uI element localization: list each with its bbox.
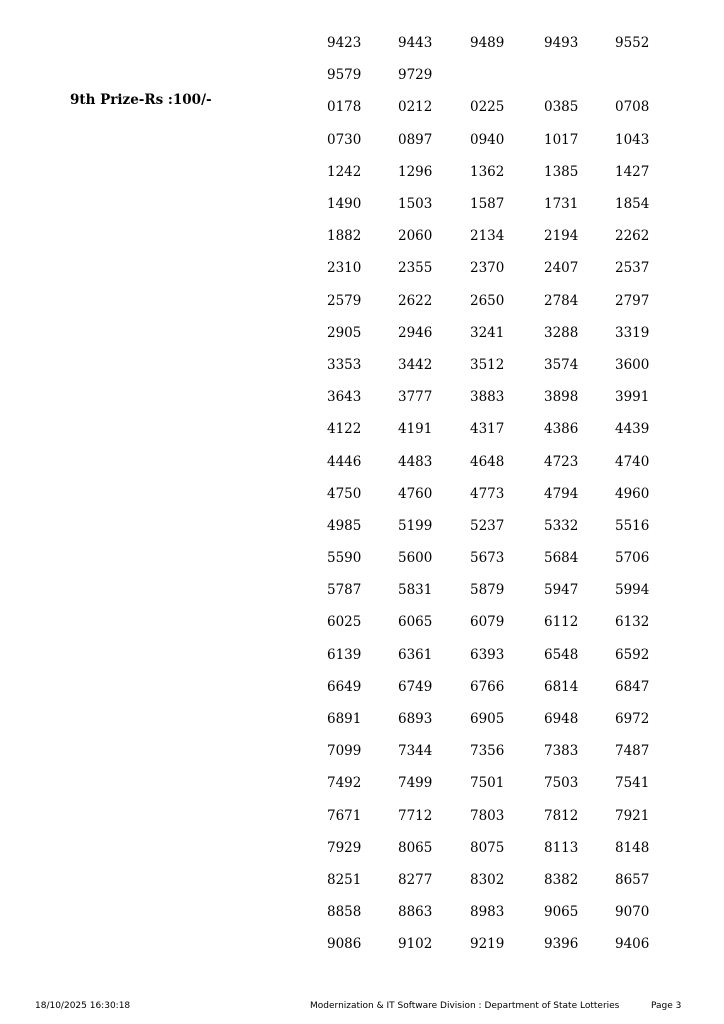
winning-number: 1296	[398, 163, 433, 180]
winning-number: 9065	[544, 904, 579, 921]
number-row	[327, 800, 687, 832]
footer-page-number: Page 3	[651, 1001, 682, 1011]
winning-number: 2194	[544, 228, 579, 245]
winning-number: 6814	[544, 678, 579, 695]
winning-number: 7921	[615, 807, 650, 824]
winning-number: 3600	[615, 356, 650, 373]
winning-number: 9406	[615, 936, 650, 953]
winning-number: 0178	[327, 99, 362, 116]
winning-number: 5516	[615, 517, 650, 534]
winning-number: 2579	[327, 292, 362, 309]
winning-number: 3512	[470, 356, 505, 373]
number-row	[327, 156, 687, 188]
winning-number: 7099	[327, 743, 362, 760]
winning-number: 7541	[615, 775, 650, 792]
number-row	[327, 671, 687, 703]
winning-number: 6972	[615, 711, 650, 728]
winning-number: 4386	[544, 421, 579, 438]
winning-number: 2134	[470, 228, 505, 245]
winning-number: 4191	[398, 421, 433, 438]
winning-number: 5831	[398, 582, 433, 599]
winning-number: 2370	[470, 260, 505, 277]
number-row	[327, 445, 687, 477]
winning-number: 2650	[470, 292, 505, 309]
winning-number: 2355	[398, 260, 433, 277]
winning-number: 8983	[470, 904, 505, 921]
winning-number: 0897	[398, 131, 433, 148]
winning-number: 4985	[327, 517, 362, 534]
winning-number: 9489	[470, 35, 505, 52]
winning-number: 4773	[470, 485, 505, 502]
winning-number: 3898	[544, 389, 579, 406]
winning-number: 5994	[615, 582, 650, 599]
number-row	[327, 832, 687, 864]
winning-number: 1503	[398, 196, 433, 213]
winning-number: 1385	[544, 163, 579, 180]
winning-number: 5600	[398, 550, 433, 567]
winning-number: 6766	[470, 678, 505, 695]
winning-number: 6079	[470, 614, 505, 631]
winning-number: 1362	[470, 163, 505, 180]
winning-number: 8863	[398, 904, 433, 921]
winning-number: 5237	[470, 517, 505, 534]
winning-number: 1490	[327, 196, 362, 213]
winning-number: 0225	[470, 99, 505, 116]
winning-number: 0385	[544, 99, 579, 116]
winning-number: 3353	[327, 356, 362, 373]
winning-number: 1017	[544, 131, 579, 148]
winning-number: 0940	[470, 131, 505, 148]
winning-number: 9219	[470, 936, 505, 953]
number-row	[327, 188, 687, 220]
winning-number: 5332	[544, 517, 579, 534]
winning-number: 9070	[615, 904, 650, 921]
number-row	[327, 703, 687, 735]
winning-number: 4122	[327, 421, 362, 438]
winning-number: 7492	[327, 775, 362, 792]
number-row	[327, 91, 687, 123]
winning-number: 8065	[398, 839, 433, 856]
winning-number: 9423	[327, 35, 362, 52]
winning-number: 6592	[615, 646, 650, 663]
winning-number: 7501	[470, 775, 505, 792]
winning-number: 1854	[615, 196, 650, 213]
footer-timestamp: 18/10/2025 16:30:18	[35, 1001, 131, 1011]
winning-number: 0708	[615, 99, 650, 116]
winning-number: 3883	[470, 389, 505, 406]
winning-number: 4750	[327, 485, 362, 502]
winning-number: 5787	[327, 582, 362, 599]
winning-number: 9086	[327, 936, 362, 953]
winning-number: 8657	[615, 871, 650, 888]
winning-number: 6139	[327, 646, 362, 663]
winning-number: 5590	[327, 550, 362, 567]
winning-number: 2784	[544, 292, 579, 309]
winning-number: 9552	[615, 35, 650, 52]
number-row	[327, 864, 687, 896]
winning-number: 8382	[544, 871, 579, 888]
number-row	[327, 27, 687, 59]
winning-number: 5673	[470, 550, 505, 567]
winning-number: 3574	[544, 356, 579, 373]
winning-number: 6893	[398, 711, 433, 728]
number-row	[327, 220, 687, 252]
winning-number: 4723	[544, 453, 579, 470]
winning-number: 6905	[470, 711, 505, 728]
number-row	[327, 928, 687, 960]
number-row	[327, 381, 687, 413]
number-row	[327, 767, 687, 799]
winning-number: 2905	[327, 324, 362, 341]
winning-number: 4794	[544, 485, 579, 502]
winning-number: 3991	[615, 389, 650, 406]
winning-number: 6112	[544, 614, 579, 631]
winning-number: 6025	[327, 614, 362, 631]
winning-number: 2060	[398, 228, 433, 245]
winning-number: 3442	[398, 356, 433, 373]
winning-number: 3643	[327, 389, 362, 406]
number-row	[327, 896, 687, 928]
number-row	[327, 510, 687, 542]
winning-number: 5879	[470, 582, 505, 599]
winning-number: 7671	[327, 807, 362, 824]
prize-label: 9th Prize-Rs :100/-	[70, 92, 212, 108]
number-row	[327, 124, 687, 156]
winning-number: 8113	[544, 839, 579, 856]
winning-number: 5706	[615, 550, 650, 567]
winning-number: 3241	[470, 324, 505, 341]
winning-number: 1043	[615, 131, 650, 148]
winning-number: 6948	[544, 711, 579, 728]
winning-number: 9729	[398, 67, 433, 84]
winning-number: 8251	[327, 871, 362, 888]
winning-number: 8858	[327, 904, 362, 921]
number-row	[327, 413, 687, 445]
winning-number: 4740	[615, 453, 650, 470]
winning-number: 7344	[398, 743, 433, 760]
number-row	[327, 606, 687, 638]
winning-number: 7487	[615, 743, 650, 760]
winning-number: 1427	[615, 163, 650, 180]
winning-number: 3777	[398, 389, 433, 406]
winning-number: 6132	[615, 614, 650, 631]
winning-number: 9396	[544, 936, 579, 953]
winning-number: 3288	[544, 324, 579, 341]
winning-number: 2797	[615, 292, 650, 309]
winning-number: 6891	[327, 711, 362, 728]
number-row	[327, 574, 687, 606]
number-row	[327, 317, 687, 349]
winning-number: 9443	[398, 35, 433, 52]
winning-number: 6065	[398, 614, 433, 631]
number-row	[327, 285, 687, 317]
number-row	[327, 639, 687, 671]
winning-number: 6548	[544, 646, 579, 663]
winning-number: 6847	[615, 678, 650, 695]
winning-number: 3319	[615, 324, 650, 341]
winning-number: 9579	[327, 67, 362, 84]
winning-number: 5684	[544, 550, 579, 567]
winning-number: 4960	[615, 485, 650, 502]
winning-number: 8277	[398, 871, 433, 888]
winning-number: 7503	[544, 775, 579, 792]
winning-number: 7803	[470, 807, 505, 824]
number-row	[327, 542, 687, 574]
winning-number: 1731	[544, 196, 579, 213]
page-footer	[0, 999, 724, 1013]
winning-number: 2310	[327, 260, 362, 277]
winning-number: 0212	[398, 99, 433, 116]
winning-number: 9493	[544, 35, 579, 52]
winning-number: 7929	[327, 839, 362, 856]
number-row	[327, 478, 687, 510]
number-row	[327, 349, 687, 381]
winning-number: 1587	[470, 196, 505, 213]
winning-numbers-grid	[327, 27, 687, 960]
number-row	[327, 252, 687, 284]
winning-number: 4648	[470, 453, 505, 470]
winning-number: 6649	[327, 678, 362, 695]
winning-number: 4483	[398, 453, 433, 470]
winning-number: 8075	[470, 839, 505, 856]
winning-number: 7812	[544, 807, 579, 824]
winning-number: 4760	[398, 485, 433, 502]
winning-number: 1882	[327, 228, 362, 245]
number-row	[327, 59, 687, 91]
winning-number: 1242	[327, 163, 362, 180]
winning-number: 2537	[615, 260, 650, 277]
winning-number: 7383	[544, 743, 579, 760]
winning-number: 9102	[398, 936, 433, 953]
winning-number: 7712	[398, 807, 433, 824]
winning-number: 7356	[470, 743, 505, 760]
footer-division: Modernization & IT Software Division : Department of State Lotteries	[310, 1001, 620, 1011]
winning-number: 4439	[615, 421, 650, 438]
winning-number: 8302	[470, 871, 505, 888]
winning-number: 7499	[398, 775, 433, 792]
number-row	[327, 735, 687, 767]
winning-number: 4446	[327, 453, 362, 470]
winning-number: 5199	[398, 517, 433, 534]
winning-number: 2262	[615, 228, 650, 245]
winning-number: 2622	[398, 292, 433, 309]
winning-number: 6393	[470, 646, 505, 663]
winning-number: 4317	[470, 421, 505, 438]
winning-number: 2407	[544, 260, 579, 277]
winning-number: 6749	[398, 678, 433, 695]
winning-number: 5947	[544, 582, 579, 599]
winning-number: 8148	[615, 839, 650, 856]
winning-number: 2946	[398, 324, 433, 341]
winning-number: 6361	[398, 646, 433, 663]
winning-number: 0730	[327, 131, 362, 148]
